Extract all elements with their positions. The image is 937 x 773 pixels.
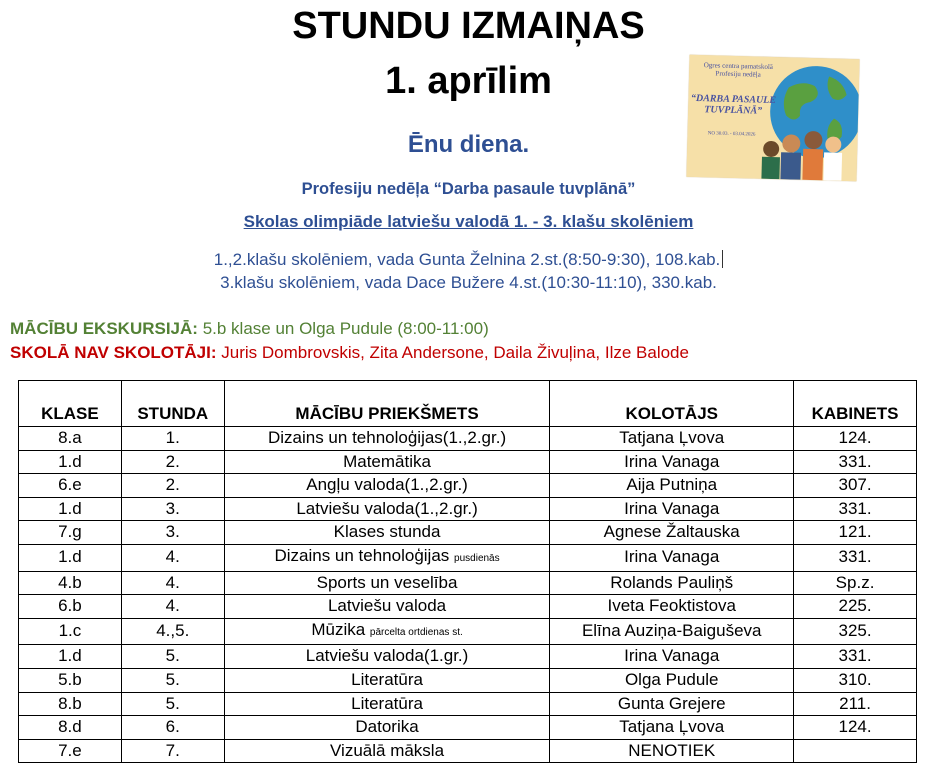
cell-room: 310. [794, 668, 917, 692]
poster-dates: NO 30.03. - 03.04.2026 [707, 131, 756, 138]
subject-name: Angļu valoda(1.,2.gr.) [306, 475, 468, 495]
cell-subject [224, 571, 550, 595]
excursion-label: MĀCĪBU EKSKURSIJĀ: [10, 319, 198, 338]
cell-subject [224, 497, 550, 521]
table-row [19, 571, 917, 595]
cell-lesson: 2. [121, 474, 224, 498]
olympiad-heading: Skolas olimpiāde latviešu valodā 1. - 3. klašu skolēniem [243, 212, 694, 231]
cell-subject [224, 521, 550, 545]
cell-class: 4.b [19, 571, 122, 595]
subject-name: Literatūra [351, 693, 423, 713]
cell-subject [224, 450, 550, 474]
cell-class: 1.c [19, 618, 122, 645]
cell-teacher: Iveta Feoktistova [550, 595, 794, 619]
olympiad-line-2: 3.klašu skolēniem, vada Dace Bužere 4.st.(10:30-11:10), 330.kab. [220, 273, 717, 292]
cell-lesson: 6. [121, 716, 224, 740]
cell-teacher: Olga Pudule [550, 668, 794, 692]
cell-class: 1.d [19, 497, 122, 521]
cell-room: 331. [794, 544, 917, 571]
cell-teacher: Tatjana Ļvova [550, 716, 794, 740]
subject-name: Vizuālā māksla [330, 740, 445, 760]
cell-room: 211. [794, 692, 917, 716]
table-row [19, 497, 917, 521]
subject-name: Dizains un tehnoloģijas [274, 545, 450, 565]
page-title: STUNDU IZMAIŅAS [292, 5, 645, 47]
cell-teacher: NENOTIEK [550, 739, 794, 763]
cell-subject [224, 595, 550, 619]
cell-teacher: Irina Vanaga [550, 645, 794, 669]
cell-room: 331. [794, 645, 917, 669]
subject-name: Mūzika [311, 619, 366, 639]
table-row [19, 474, 917, 498]
subject-name: Matemātika [343, 451, 431, 471]
cell-lesson: 4. [121, 544, 224, 571]
table-header-row [19, 381, 917, 427]
absent-teachers-label: SKOLĀ NAV SKOLOTĀJI: [10, 343, 217, 362]
cell-subject [224, 474, 550, 498]
cell-subject [224, 716, 550, 740]
cell-lesson: 5. [121, 668, 224, 692]
shadow-day-heading: Ēnu diena. [407, 131, 530, 158]
excursion-text: 5.b klase un Olga Pudule (8:00-11:00) [197, 319, 489, 338]
olympiad-line-1-text: 1.,2.klašu skolēniem, vada Gunta Želnina 2.st.(8:50-9:30), 108.kab. [213, 250, 721, 269]
cell-class: 6.b [19, 595, 122, 619]
cell-lesson: 3. [121, 497, 224, 521]
subject-name: Datorika [355, 717, 419, 737]
header-teacher: KOLOTĀJS [550, 381, 794, 427]
table-row [19, 521, 917, 545]
cell-teacher: Gunta Grejere [550, 692, 794, 716]
cell-subject [224, 645, 550, 669]
subject-note: pusdienās [454, 552, 500, 564]
cell-class: 7.g [19, 521, 122, 545]
subject-note: pārcelta ortdienas st. [369, 626, 463, 638]
cell-lesson: 1. [121, 427, 224, 451]
table-row [19, 645, 917, 669]
olympiad-line-1 [0, 249, 937, 271]
poster-top-text: Ogres centra pamatskolā Profesiju nedēļa [703, 61, 774, 79]
cell-room: 124. [794, 716, 917, 740]
subject-name: Dizains un tehnoloģijas(1.,2.gr.) [267, 428, 507, 447]
profession-week-poster-image [686, 55, 859, 181]
cell-subject [224, 739, 550, 763]
schedule-changes-table [18, 380, 917, 763]
cell-subject [224, 618, 550, 645]
cell-room: 225. [794, 595, 917, 619]
table-body [19, 427, 917, 763]
header-lesson: STUNDA [121, 381, 224, 427]
cell-teacher: Aija Putniņa [550, 474, 794, 498]
table-row [19, 668, 917, 692]
table-row [19, 544, 917, 571]
cell-class: 8.b [19, 692, 122, 716]
cell-lesson: 4.,5. [121, 618, 224, 645]
header-room: KABINETS [794, 381, 917, 427]
absent-teachers-notice [10, 342, 689, 364]
cell-class: 1.d [19, 544, 122, 571]
poster-main-text: “DARBA PASAULE TUVPLĀNĀ” [690, 92, 777, 117]
cell-lesson: 7. [121, 739, 224, 763]
absent-teachers-text: Juris Dombrovskis, Zita Andersone, Daila Živuļina, Ilze Balode [216, 343, 689, 362]
subject-name: Latviešu valoda(1.gr.) [305, 646, 469, 666]
cell-lesson: 5. [121, 645, 224, 669]
subject-name: Klases stunda [333, 522, 441, 542]
table-row [19, 716, 917, 740]
cell-teacher: Irina Vanaga [550, 450, 794, 474]
table-row [19, 450, 917, 474]
cell-lesson: 3. [121, 521, 224, 545]
excursion-notice [10, 318, 489, 340]
subject-name: Sports un veselība [316, 572, 458, 592]
cell-class: 5.b [19, 668, 122, 692]
cell-lesson: 4. [121, 595, 224, 619]
cell-room: 307. [794, 474, 917, 498]
cell-lesson: 4. [121, 571, 224, 595]
profession-week-heading: Profesiju nedēļa “Darba pasaule tuvplānā” [301, 180, 636, 198]
cell-room: 325. [794, 618, 917, 645]
cell-teacher: Tatjana Ļvova [550, 427, 794, 451]
table-row [19, 618, 917, 645]
subject-name: Latviešu valoda(1.,2.gr.) [296, 498, 478, 518]
cell-room: 121. [794, 521, 917, 545]
text-cursor [722, 250, 723, 268]
cell-room: 124. [794, 427, 917, 451]
cell-teacher: Rolands Pauliņš [550, 571, 794, 595]
cell-class: 1.d [19, 450, 122, 474]
cell-teacher: Elīna Auziņa-Baiguševa [550, 618, 794, 645]
cell-class: 6.e [19, 474, 122, 498]
cell-subject [224, 544, 550, 571]
table-row [19, 427, 917, 451]
cell-room [794, 739, 917, 763]
subject-name: Literatūra [351, 669, 423, 689]
cell-room: Sp.z. [794, 571, 917, 595]
cell-subject [224, 668, 550, 692]
cell-class: 8.a [19, 427, 122, 451]
subject-name: Latviešu valoda [327, 596, 447, 616]
cell-teacher: Irina Vanaga [550, 544, 794, 571]
cell-room: 331. [794, 497, 917, 521]
cell-class: 1.d [19, 645, 122, 669]
cell-class: 7.e [19, 739, 122, 763]
page-date: 1. aprīlim [385, 60, 552, 102]
cell-class: 8.d [19, 716, 122, 740]
cell-lesson: 2. [121, 450, 224, 474]
header-class: KLASE [19, 381, 122, 427]
cell-lesson: 5. [121, 692, 224, 716]
header-subject: MĀCĪBU PRIEKŠMETS [224, 381, 550, 427]
cell-teacher: Irina Vanaga [550, 497, 794, 521]
cell-subject [224, 427, 550, 451]
table-row [19, 595, 917, 619]
table-row [19, 739, 917, 763]
table-row [19, 692, 917, 716]
cell-subject [224, 692, 550, 716]
cell-room: 331. [794, 450, 917, 474]
cell-teacher: Agnese Žaltauska [550, 521, 794, 545]
